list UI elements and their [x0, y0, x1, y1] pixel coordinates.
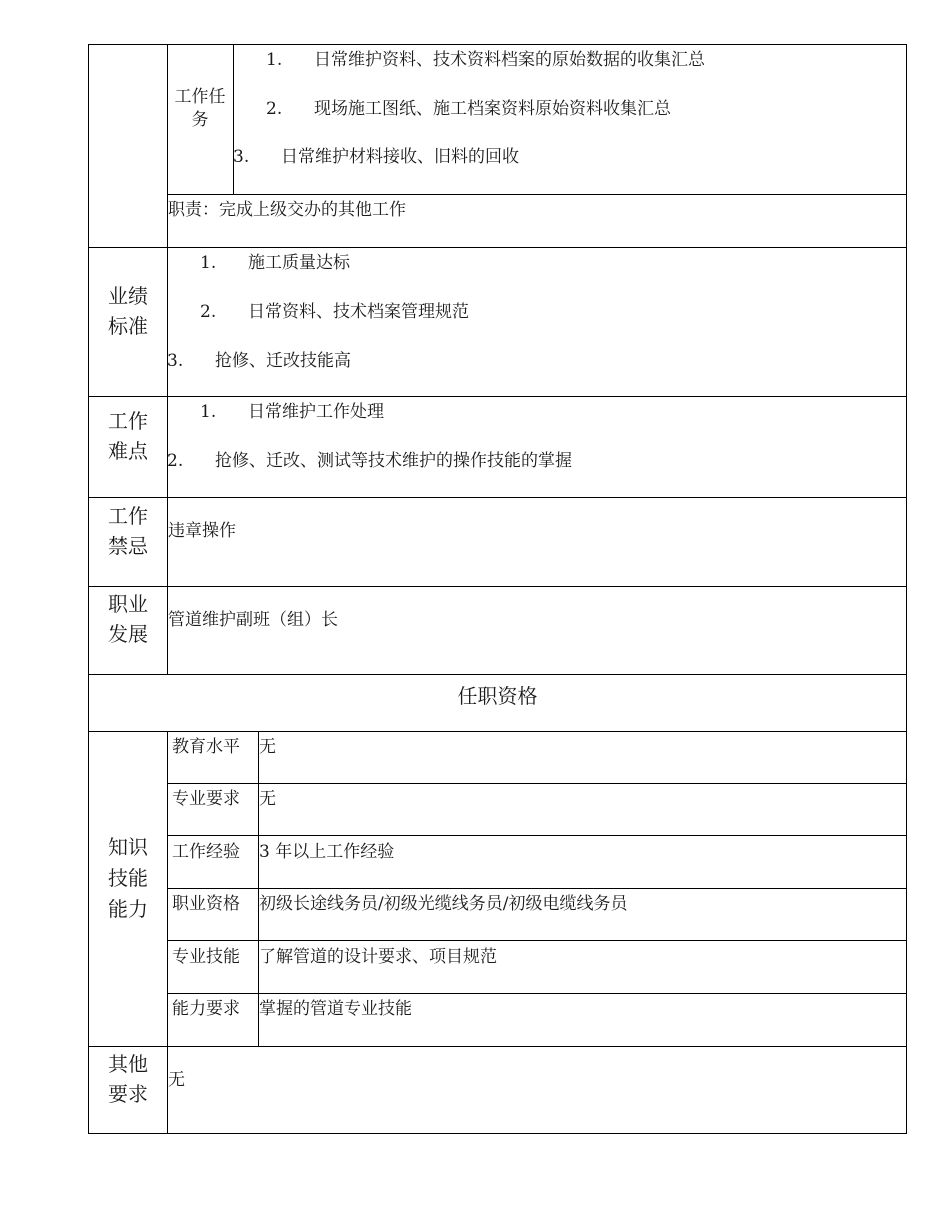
row-divider-performance: [88, 247, 907, 248]
row-divider-knowledge: [88, 731, 907, 732]
row-divider-taboo: [88, 497, 907, 498]
knowledge-row-label: 职业资格: [172, 894, 240, 914]
performance-num: 1.: [200, 253, 217, 273]
row-divider-difficulty: [88, 396, 907, 397]
difficulty-item: [167, 451, 572, 471]
performance-num: 2.: [200, 302, 217, 322]
performance-label: 业绩标准: [108, 284, 148, 338]
difficulty-item: [200, 402, 384, 422]
task-item: [266, 50, 705, 70]
task-text: 现场施工图纸、施工档案资料原始资料收集汇总: [314, 99, 671, 119]
difficulty-label: 工作难点: [108, 409, 148, 463]
knowledge-row-value: 3 年以上工作经验: [259, 842, 395, 862]
table-border-bottom: [88, 1133, 907, 1134]
other-label: 其他要求: [108, 1052, 148, 1106]
knowledge-row-label: 专业技能: [172, 947, 240, 967]
task-duty-divider: [167, 194, 907, 195]
career-text: 管道维护副班（组）长: [168, 610, 338, 630]
knowledge-row-label: 工作经验: [172, 842, 240, 862]
performance-text: 施工质量达标: [248, 253, 350, 273]
knowledge-label: 知识技能能力: [108, 835, 148, 921]
row-divider-qual-title: [88, 674, 907, 675]
career-label: 职业发展: [108, 592, 148, 646]
knowledge-row-value: 初级长途线务员/初级光缆线务员/初级电缆线务员: [259, 894, 628, 914]
task-num: 2.: [266, 99, 283, 119]
difficulty-text: 日常维护工作处理: [248, 402, 384, 422]
task-text: 日常维护资料、技术资料档案的原始数据的收集汇总: [314, 50, 705, 70]
table-border-top: [88, 44, 907, 45]
knowledge-row-value: 了解管道的设计要求、项目规范: [259, 947, 497, 967]
difficulty-num: 2.: [167, 451, 184, 471]
knowledge-row-label: 专业要求: [172, 789, 240, 809]
table-border-left: [88, 44, 89, 1134]
knowledge-row-divider: [167, 888, 907, 889]
knowledge-row-value: 掌握的管道专业技能: [259, 999, 412, 1019]
knowledge-row-value: 无: [259, 789, 276, 809]
difficulty-text: 抢修、迁改、测试等技术维护的操作技能的掌握: [215, 451, 572, 471]
qualification-title: 任职资格: [457, 684, 538, 708]
performance-num: 3.: [167, 351, 184, 371]
task-label: 工作任务: [174, 87, 226, 130]
task-num: 1.: [266, 50, 283, 70]
taboo-text: 违章操作: [168, 521, 236, 541]
task-label-divider: [233, 44, 234, 195]
performance-item: [167, 351, 351, 371]
row-divider-other: [88, 1046, 907, 1047]
row-divider-career: [88, 586, 907, 587]
knowledge-row-label: 能力要求: [172, 999, 240, 1019]
table-border-right: [906, 44, 907, 1134]
performance-text: 日常资料、技术档案管理规范: [248, 302, 469, 322]
difficulty-num: 1.: [200, 402, 217, 422]
knowledge-row-label: 教育水平: [172, 737, 240, 757]
performance-item: [200, 302, 469, 322]
duty-text: 职责：完成上级交办的其他工作: [168, 200, 406, 220]
knowledge-row-divider: [167, 993, 907, 994]
knowledge-row-divider: [167, 783, 907, 784]
task-num: 3.: [233, 147, 250, 167]
performance-item: [200, 253, 350, 273]
taboo-label: 工作禁忌: [108, 504, 148, 558]
task-item: [266, 99, 671, 119]
knowledge-row-value: 无: [259, 737, 276, 757]
other-text: 无: [168, 1070, 185, 1090]
performance-text: 抢修、迁改技能高: [215, 351, 351, 371]
knowledge-row-divider: [167, 940, 907, 941]
knowledge-row-divider: [167, 835, 907, 836]
task-text: 日常维护材料接收、旧料的回收: [281, 147, 519, 167]
task-item: [233, 147, 519, 167]
